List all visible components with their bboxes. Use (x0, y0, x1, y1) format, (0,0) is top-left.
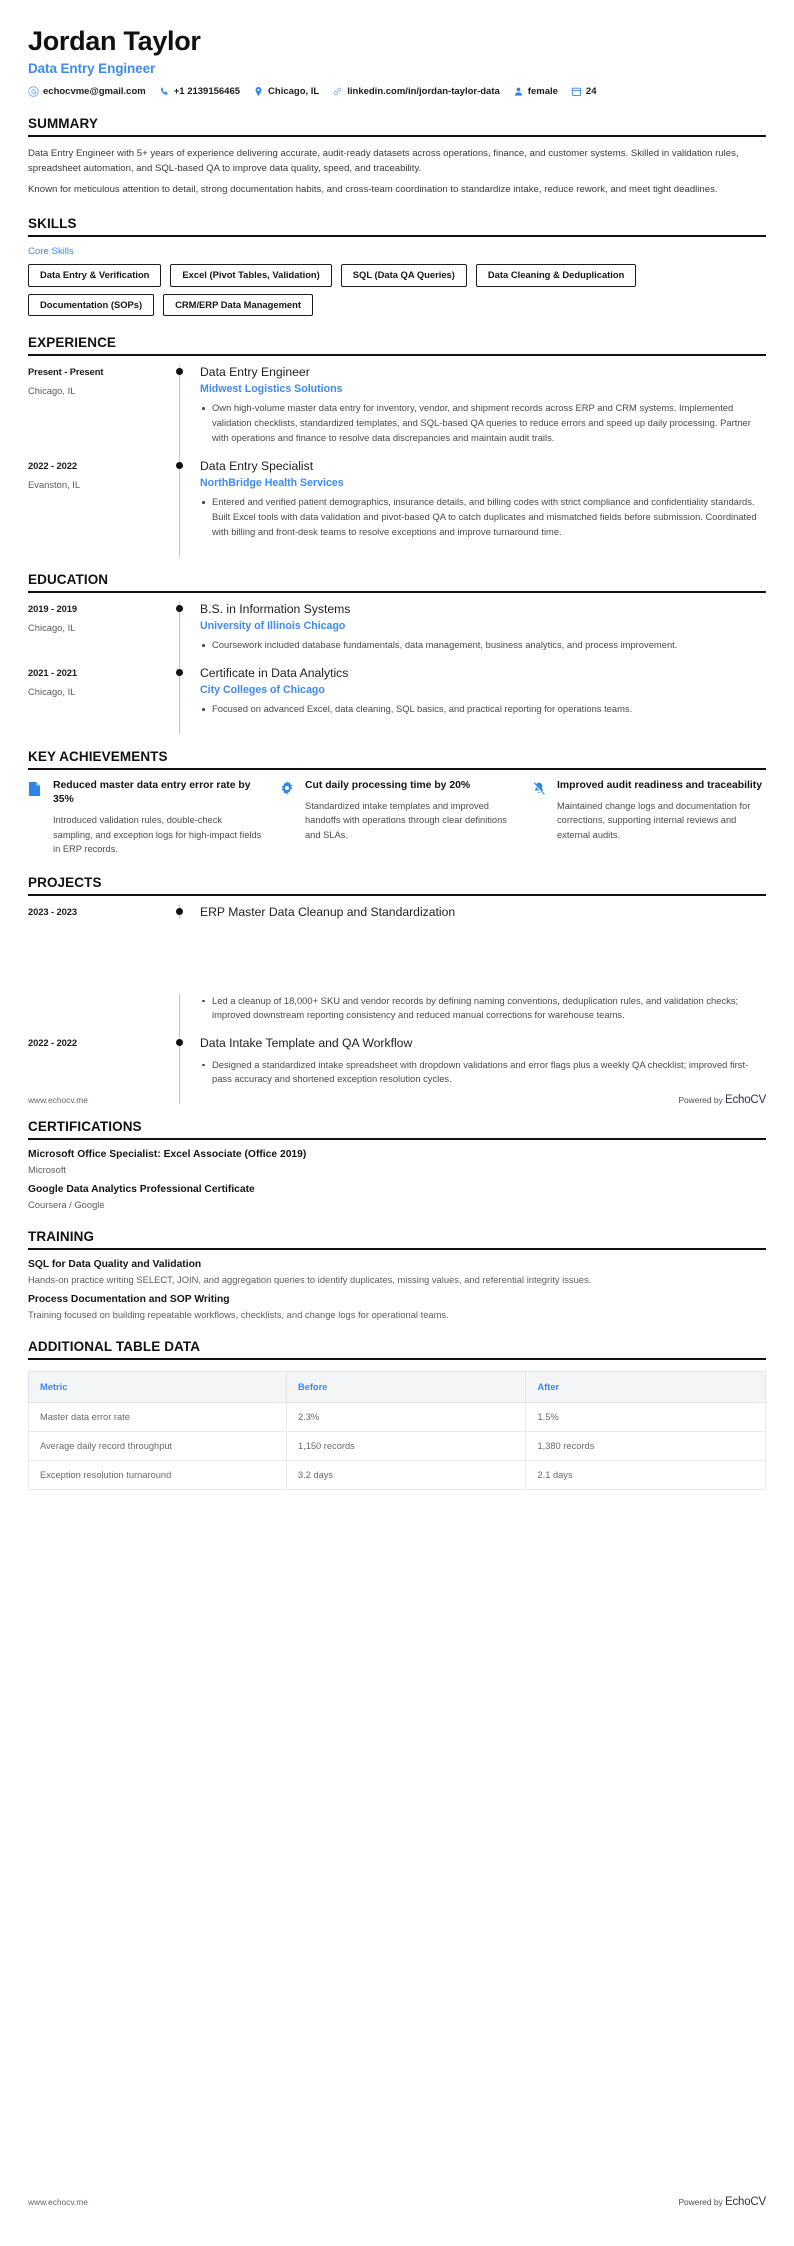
timeline-rail (174, 602, 190, 666)
summary-paragraph: Data Entry Engineer with 5+ years of experience delivering accurate, audit-ready datasets across operations, finance, and customer systems. Skilled in validation rules, spreadsheet automation, and SQL-based QA to improve data quality, speed, and traceability. (28, 147, 739, 175)
skill-chip: SQL (Data QA Queries) (341, 264, 467, 286)
achievement-title: Cut daily processing time by 20% (305, 780, 471, 792)
table-cell: 3.2 days (286, 1461, 526, 1490)
contact-linkedin[interactable] (332, 86, 500, 97)
section-summary (28, 116, 766, 198)
contact-phone-text: +1 2139156465 (173, 85, 241, 97)
location-icon (253, 86, 264, 97)
contact-gender (513, 86, 558, 97)
person-icon (513, 86, 524, 97)
training-body (28, 1250, 766, 1320)
metrics-table (28, 1371, 766, 1490)
table-cell: 1,150 records (286, 1432, 526, 1461)
resume-header (28, 0, 766, 97)
timeline-line (179, 1036, 180, 1104)
entry-location: Chicago, IL (28, 621, 76, 633)
timeline-line (179, 994, 180, 1041)
bell-off-icon (532, 779, 548, 856)
section-title-certifications: CERTIFICATIONS (28, 1119, 766, 1140)
skills-body (28, 237, 766, 316)
entry-dates: 2021 - 2021 (28, 666, 77, 678)
skill-chip-list (28, 264, 766, 316)
entry-role: Data Entry Engineer (200, 365, 310, 380)
achievement-description: Introduced validation rules, double-check sampling, and exception logs for high-impact fields in ERP records. (53, 815, 262, 854)
certification-issuer: Microsoft (28, 1164, 67, 1176)
certification-title: Google Data Analytics Professional Certificate (28, 1184, 255, 1196)
table-head (29, 1372, 766, 1403)
entry-bullet: Entered and verified patient demographics, insurance details, and billing codes with strict compliance and confidentiality standards. Built Excel tools with data validation and pivot-based QA to catch duplicates and mismatched fields before submission. Coordinated with billing and front-desk teams to resolve exceptions and improve turnaround time. (200, 495, 766, 540)
contact-location-text: Chicago, IL (268, 85, 320, 97)
entry-role: Data Entry Specialist (200, 458, 314, 473)
footer-brand: EchoCV (725, 2196, 766, 2208)
footer-powered-by (678, 2196, 766, 2208)
projects-body (28, 896, 766, 931)
section-title-experience: EXPERIENCE (28, 335, 766, 356)
timeline-dot-icon (176, 605, 183, 612)
additional-table-body (28, 1360, 766, 1490)
table-cell: Exception resolution turnaround (29, 1461, 287, 1490)
section-key-achievements (28, 749, 766, 856)
gear-icon (280, 779, 296, 856)
contact-phone[interactable] (159, 86, 240, 97)
document-icon (28, 779, 44, 856)
achievement-title: Reduced master data entry error rate by 35% (53, 780, 251, 806)
candidate-name: Jordan Taylor (28, 26, 201, 56)
entry-dates: 2022 - 2022 (28, 1037, 77, 1049)
section-certifications (28, 1119, 766, 1210)
section-additional-table-data (28, 1339, 766, 1490)
skills-group-label: Core Skills (28, 246, 74, 258)
footer-powered-by-label: Powered by (678, 2197, 725, 2207)
experience-entry (28, 365, 766, 459)
education-entry (28, 666, 766, 730)
project-title: ERP Master Data Cleanup and Standardization (200, 905, 456, 920)
entry-location: Evanston, IL (28, 478, 81, 490)
entry-meta (28, 666, 174, 730)
project-entry-continued (28, 994, 766, 1037)
certification-issuer: Coursera / Google (28, 1199, 105, 1211)
table-column-header: After (526, 1372, 766, 1403)
section-projects (28, 875, 766, 931)
entry-bullets (200, 401, 766, 446)
table-cell: 2.3% (286, 1403, 526, 1432)
entry-bullet: Own high-volume master data entry for inventory, vendor, and shipment records across ERP and CRM systems. Implemented validation checklists, standardized templates, and SQL-based QA queries to reduce errors and speed up daily processing. Partner with operations and finance to resolve data discrepancies and maintain audit trails. (200, 401, 766, 446)
training-description: Training focused on building repeatable workflows, checklists, and change logs for operational teams. (28, 1309, 449, 1321)
achievement-text (53, 779, 262, 856)
candidate-job-title: Data Entry Engineer (28, 60, 156, 76)
achievement-title: Improved audit readiness and traceability (557, 780, 762, 792)
skill-chip: CRM/ERP Data Management (163, 294, 313, 316)
training-item (28, 1259, 766, 1285)
timeline-dot-icon (176, 908, 183, 915)
experience-entry (28, 459, 766, 553)
entry-meta (28, 459, 174, 553)
timeline-rail (174, 1036, 190, 1100)
achievement-grid (28, 779, 766, 856)
timeline-dot-icon (176, 368, 183, 375)
education-body (28, 593, 766, 730)
contact-age-text: 24 (585, 85, 597, 97)
timeline-rail (174, 994, 190, 1037)
project-entry (28, 905, 766, 931)
achievement-card (532, 779, 766, 856)
entry-bullet: Focused on advanced Excel, data cleaning, SQL basics, and practical reporting for operations teams. (200, 702, 766, 717)
entry-organization: Midwest Logistics Solutions (200, 383, 343, 396)
section-title-education: EDUCATION (28, 572, 766, 593)
education-entry (28, 602, 766, 666)
timeline-line (179, 666, 180, 734)
timeline-rail (174, 365, 190, 459)
entry-bullet: Led a cleanup of 18,000+ SKU and vendor records by defining naming conventions, deduplication rules, and validation checks; improved downstream reporting consistency and reduced manual corrections for warehouse teams. (200, 994, 766, 1024)
entry-content (190, 365, 766, 459)
certifications-body (28, 1140, 766, 1210)
table-body (29, 1403, 766, 1490)
section-experience (28, 335, 766, 553)
entry-dates: 2019 - 2019 (28, 602, 77, 614)
entry-bullets (200, 495, 766, 540)
entry-bullet: Coursework included database fundamentals, data management, business analytics, and process improvement. (200, 638, 766, 653)
entry-institution: University of Illinois Chicago (200, 620, 346, 633)
contact-row (28, 86, 766, 97)
entry-content (190, 994, 766, 1037)
contact-linkedin-text: linkedin.com/in/jordan-taylor-data (347, 85, 500, 97)
page-footer (28, 2196, 766, 2208)
table-row (29, 1432, 766, 1461)
entry-dates: 2023 - 2023 (28, 906, 77, 918)
skill-chip: Data Cleaning & Deduplication (476, 264, 636, 286)
section-title-additional-table-data: ADDITIONAL TABLE DATA (28, 1339, 766, 1360)
entry-bullets (200, 994, 766, 1024)
section-title-training: TRAINING (28, 1229, 766, 1250)
training-title: Process Documentation and SOP Writing (28, 1294, 230, 1306)
table-header-row (29, 1372, 766, 1403)
summary-body (28, 137, 766, 198)
entry-meta (28, 365, 174, 459)
achievement-text (305, 779, 514, 856)
timeline-dot-icon (176, 1039, 183, 1046)
entry-meta (28, 905, 174, 931)
table-cell: Master data error rate (29, 1403, 287, 1432)
entry-content (190, 1036, 766, 1100)
entry-organization: NorthBridge Health Services (200, 477, 344, 490)
training-item (28, 1294, 766, 1320)
timeline-rail (174, 905, 190, 931)
entry-dates: 2022 - 2022 (28, 459, 77, 471)
entry-bullets (200, 1058, 766, 1088)
contact-email-text: echocvme@gmail.com (43, 85, 146, 97)
footer-website[interactable]: www.echocv.me (28, 1095, 88, 1105)
entry-meta (28, 994, 174, 1037)
section-title-key-achievements: KEY ACHIEVEMENTS (28, 749, 766, 770)
entry-location: Chicago, IL (28, 385, 76, 397)
achievement-description: Standardized intake templates and improved handoffs with operations through clear definitions and SLAs. (305, 801, 507, 840)
table-row (29, 1461, 766, 1490)
contact-gender-text: female (527, 85, 558, 97)
experience-body (28, 356, 766, 553)
achievement-text (557, 779, 766, 856)
table-cell: 2.1 days (526, 1461, 766, 1490)
skill-chip: Data Entry & Verification (28, 264, 161, 286)
table-column-header: Metric (29, 1372, 287, 1403)
project-title: Data Intake Template and QA Workflow (200, 1036, 413, 1051)
training-description: Hands-on practice writing SELECT, JOIN, and aggregation queries to identify duplicates, missing values, and referential integrity issues. (28, 1274, 592, 1286)
entry-location: Chicago, IL (28, 685, 76, 697)
achievement-description: Maintained change logs and documentation for corrections, supporting internal reviews and external audits. (557, 801, 751, 840)
project-entry (28, 1036, 766, 1100)
section-education (28, 572, 766, 730)
table-row (29, 1403, 766, 1432)
key-achievements-body (28, 770, 766, 856)
projects-continued-body (28, 994, 766, 1101)
phone-icon (159, 86, 170, 97)
contact-email[interactable] (28, 86, 146, 97)
contact-age (571, 86, 597, 97)
calendar-icon (571, 86, 582, 97)
summary-paragraph: Known for meticulous attention to detail, strong documentation habits, and cross-team coordination to standardize intake, reduce rework, and meet tight deadlines. (28, 183, 718, 195)
section-title-projects: PROJECTS (28, 875, 766, 896)
contact-location (253, 86, 319, 97)
table-cell: 1,380 records (526, 1432, 766, 1461)
certification-item (28, 1149, 766, 1175)
section-title-summary: SUMMARY (28, 116, 766, 137)
table-cell: 1.5% (526, 1403, 766, 1432)
entry-content (190, 905, 766, 931)
section-projects-continued (28, 994, 766, 1101)
entry-dates: Present - Present (28, 366, 104, 378)
timeline-rail (174, 666, 190, 730)
timeline-line (179, 459, 180, 557)
skill-chip: Documentation (SOPs) (28, 294, 154, 316)
skill-chip: Excel (Pivot Tables, Validation) (170, 264, 331, 286)
email-icon (28, 86, 39, 97)
footer-website[interactable]: www.echocv.me (28, 2197, 88, 2207)
achievement-card (28, 779, 262, 856)
training-title: SQL for Data Quality and Validation (28, 1259, 202, 1271)
timeline-line (179, 365, 180, 463)
certification-item (28, 1184, 766, 1210)
entry-degree: Certificate in Data Analytics (200, 665, 349, 680)
entry-content (190, 459, 766, 553)
entry-institution: City Colleges of Chicago (200, 684, 325, 697)
entry-content (190, 602, 766, 666)
table-cell: Average daily record throughput (29, 1432, 287, 1461)
timeline-dot-icon (176, 669, 183, 676)
link-icon (332, 86, 343, 97)
entry-meta (28, 602, 174, 666)
entry-bullets (200, 702, 766, 717)
section-training (28, 1229, 766, 1320)
footer-powered-by-label: Powered by (678, 1095, 725, 1105)
timeline-rail (174, 459, 190, 553)
footer-brand: EchoCV (725, 1094, 766, 1106)
timeline-dot-icon (176, 462, 183, 469)
timeline-line (179, 602, 180, 670)
table-column-header: Before (286, 1372, 526, 1403)
entry-bullets (200, 638, 766, 653)
entry-degree: B.S. in Information Systems (200, 601, 351, 616)
entry-meta (28, 1036, 174, 1100)
section-skills (28, 216, 766, 316)
entry-content (190, 666, 766, 730)
section-title-skills: SKILLS (28, 216, 766, 237)
entry-bullet: Designed a standardized intake spreadsheet with dropdown validations and error flags plus a weekly QA checklist; improved first-pass accuracy and shortened exception resolution cycles. (200, 1058, 766, 1088)
certification-title: Microsoft Office Specialist: Excel Associate (Office 2019) (28, 1149, 307, 1161)
achievement-card (280, 779, 514, 856)
